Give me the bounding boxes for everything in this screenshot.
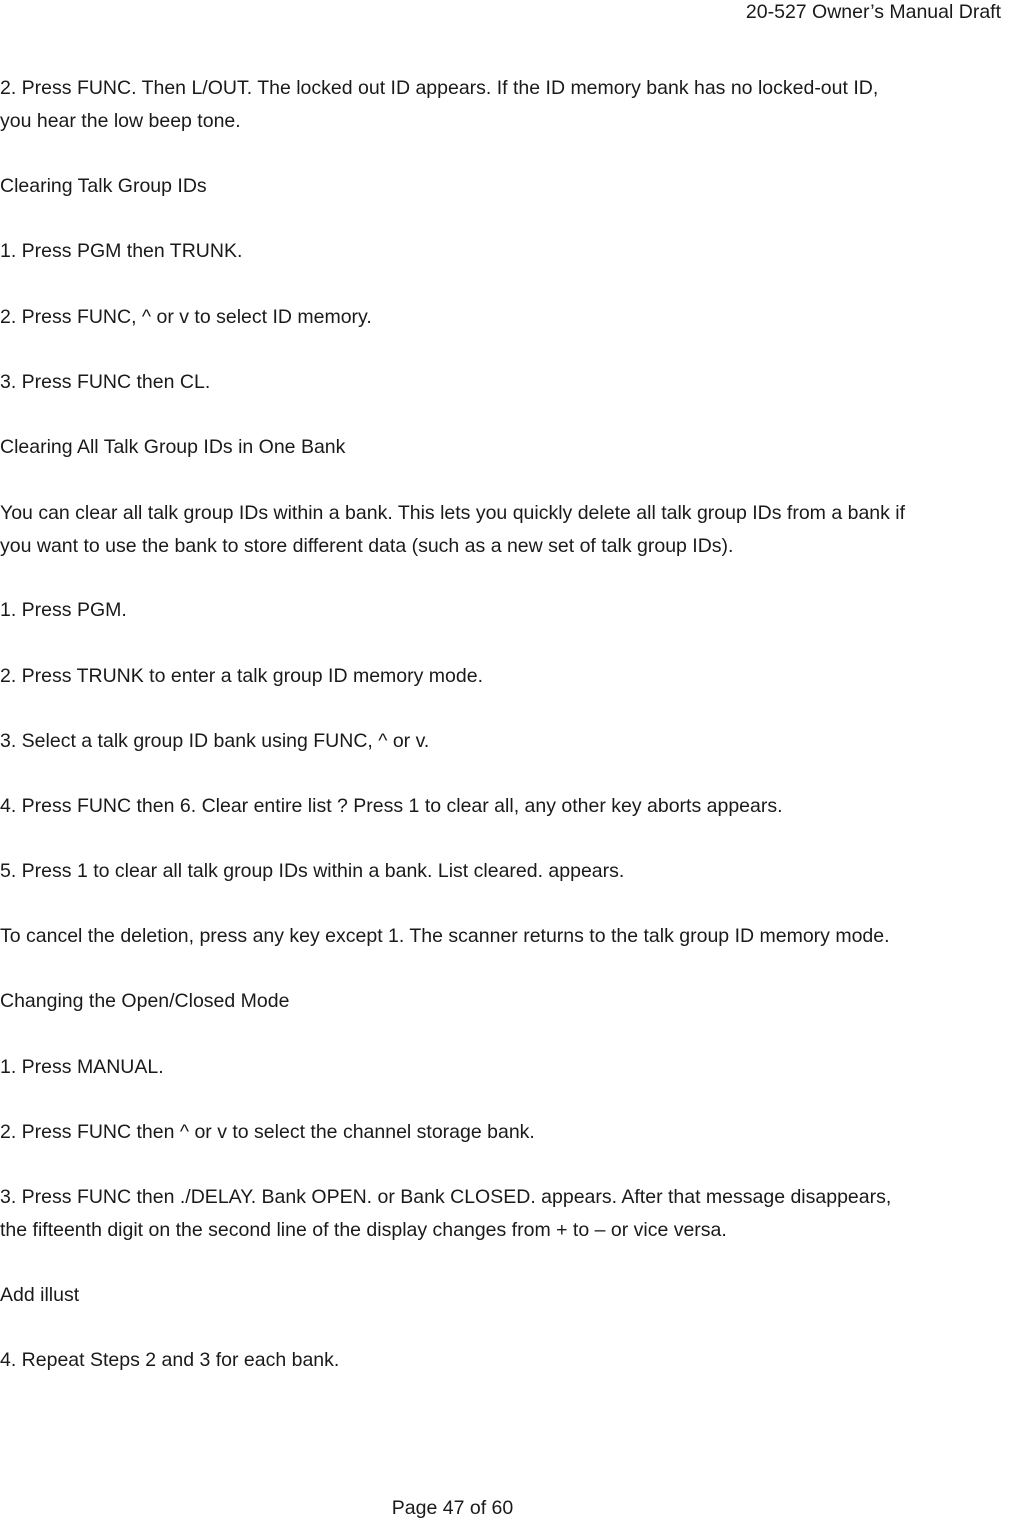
paragraph-cancel-note: To cancel the deletion, press any key except 1. The scanner returns to the talk group ID memory mode. [0,925,890,947]
note-add-illust: Add illust [0,1284,80,1306]
page-number-footer [0,1497,1013,1519]
heading-clearing-all-talk-group-ids: Clearing All Talk Group IDs in One Bank [0,436,346,458]
heading-changing-open-closed-mode: Changing the Open/Closed Mode [0,990,290,1012]
text-line: you hear the low beep tone. [0,109,241,132]
text-line: the fifteenth digit on the second line of the display changes from + to – or vice versa. [0,1218,727,1241]
text-line: 3. Press FUNC then ./DELAY. Bank OPEN. or Bank CLOSED. appears. After that message disappears, [0,1186,892,1208]
step-press-pgm-trunk: 1. Press PGM then TRUNK. [0,240,243,262]
step-repeat-steps: 4. Repeat Steps 2 and 3 for each bank. [0,1349,340,1371]
text-line: You can clear all talk group IDs within a bank. This lets you quickly delete all talk group IDs from a bank if [0,502,906,524]
step-press-func-delay [0,1181,1013,1246]
text-line: you want to use the bank to store different data (such as a new set of talk group IDs). [0,534,734,557]
page-number: Page 47 of 60 [391,1497,514,1519]
step-press-manual: 1. Press MANUAL. [0,1056,164,1078]
paragraph-locked-out-step [0,72,1013,137]
text-line: 2. Press FUNC. Then L/OUT. The locked out ID appears. If the ID memory bank has no locked-out ID, [0,77,879,99]
step-press-func-6: 4. Press FUNC then 6. Clear entire list ? Press 1 to clear all, any other key aborts appears. [0,795,783,817]
step-select-channel-bank: 2. Press FUNC then ^ or v to select the channel storage bank. [0,1121,535,1143]
step-press-1-clear: 5. Press 1 to clear all talk group IDs within a bank. List cleared. appears. [0,860,625,882]
document-header-title: 20-527 Owner’s Manual Draft [745,1,1001,23]
step-press-func-cl: 3. Press FUNC then CL. [0,371,211,393]
step-select-bank: 3. Select a talk group ID bank using FUNC, ^ or v. [0,730,430,752]
heading-clearing-talk-group-ids: Clearing Talk Group IDs [0,175,207,197]
paragraph-clear-all-intro [0,497,1013,562]
step-select-id-memory: 2. Press FUNC, ^ or v to select ID memory. [0,306,372,328]
step-press-pgm: 1. Press PGM. [0,599,127,621]
step-press-trunk: 2. Press TRUNK to enter a talk group ID memory mode. [0,665,483,687]
